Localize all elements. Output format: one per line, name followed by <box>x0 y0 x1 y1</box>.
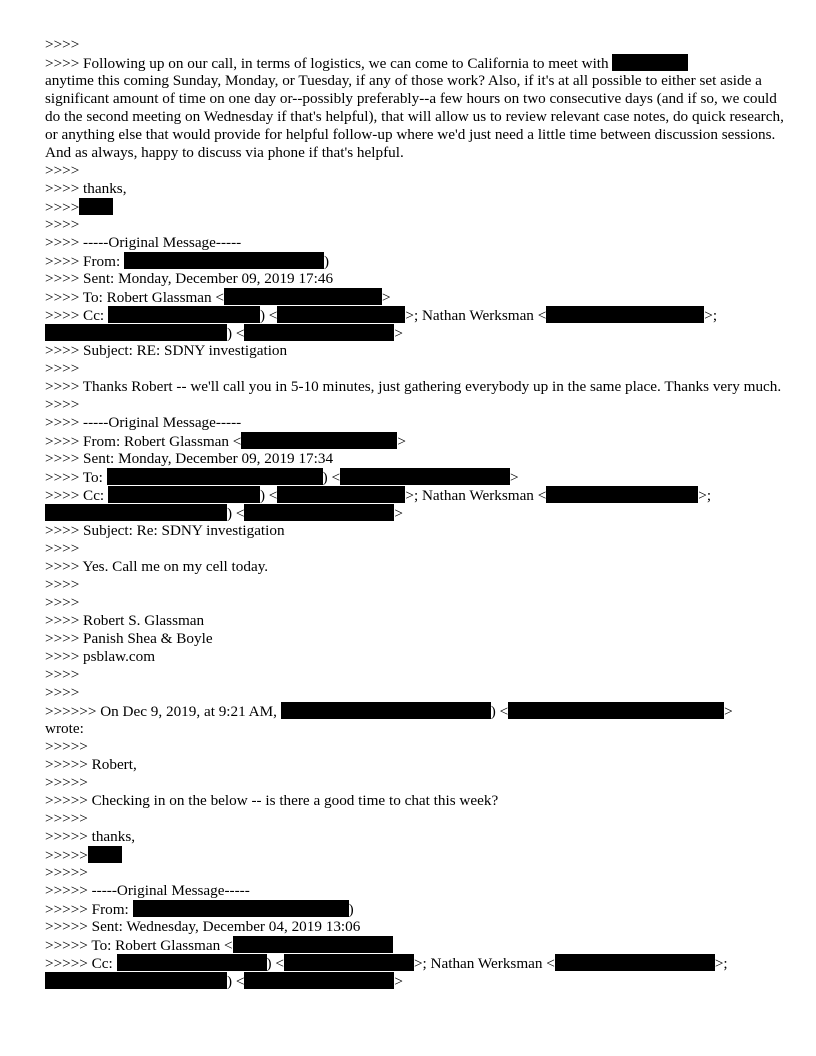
redaction-box <box>546 306 704 323</box>
original-message-header: >>>> -----Original Message----- <box>45 234 242 251</box>
from-line: >>>> From: Robert Glassman < > <box>45 433 406 450</box>
on-date-wrote-line: >>>>>> On Dec 9, 2019, at 9:21 AM, ) < > <box>45 703 733 720</box>
message-body: >>>> Yes. Call me on my cell today. <box>45 558 269 575</box>
quote-line: >>>> <box>45 36 80 53</box>
redaction-box <box>108 306 260 323</box>
redaction-box <box>79 198 113 215</box>
quote-line: >>>> <box>45 360 80 377</box>
followup-first-line: >>>> Following up on our call, in terms of logistics, we can come to California to meet with <box>45 54 790 72</box>
redaction-box <box>124 252 324 269</box>
thanks-line: >>>>> thanks, <box>45 828 136 845</box>
redaction-box <box>45 324 227 341</box>
email-thread <box>45 36 790 990</box>
cc-line: >>>>> Cc: ) < >; Nathan Werksman < >; <box>45 955 728 972</box>
to-line: >>>> To: ) < > <box>45 469 519 486</box>
quote-line: >>>>> <box>45 864 88 881</box>
sent-line: >>>> Sent: Monday, December 09, 2019 17:34 <box>45 450 334 467</box>
redaction-box <box>277 486 405 503</box>
subject-line: >>>> Subject: Re: SDNY investigation <box>45 522 285 539</box>
redaction-box <box>284 954 414 971</box>
original-message-header: >>>>> -----Original Message----- <box>45 882 250 899</box>
quote-line: >>>> <box>45 540 80 557</box>
signature-name: >>>> Robert S. Glassman <box>45 612 205 629</box>
to-line: >>>> To: Robert Glassman < > <box>45 289 391 306</box>
cc-continuation: ) < > <box>45 972 790 990</box>
quote-line: >>>> <box>45 396 80 413</box>
redaction-box <box>277 306 405 323</box>
redaction-box <box>555 954 715 971</box>
cc-line: >>>> Cc: ) < >; Nathan Werksman < >; <box>45 487 712 504</box>
quote-line: >>>> <box>45 162 80 179</box>
message-body: >>>>> Checking in on the below -- is there a good time to chat this week? <box>45 792 499 809</box>
subject-line: >>>> Subject: RE: SDNY investigation <box>45 342 288 359</box>
cc-line: >>>> Cc: ) < >; Nathan Werksman < >; <box>45 307 718 324</box>
redaction-box <box>281 702 491 719</box>
sent-line: >>>> Sent: Monday, December 09, 2019 17:46 <box>45 270 334 287</box>
signature-firm: >>>> Panish Shea & Boyle <box>45 630 213 647</box>
followup-paragraph: anytime this coming Sunday, Monday, or Tuesday, if any of those work? Also, if it's at all possible to either set aside a significant amount of time on one day or--possibly preferably--a few hours on two consecutive days (and if so, we could do the second meeting on Wednesday if that's helpful), that will allow us to review relevant case notes, do quick research, or anything else that would provide for helpful follow-up where we'd just need a little time between discussion sessions. And as always, happy to discuss via phone if that's helpful. <box>45 72 784 161</box>
redaction-box <box>241 432 397 449</box>
redaction-box <box>233 936 393 953</box>
redaction-box <box>45 972 227 989</box>
thanks-line: >>>> thanks, <box>45 180 127 197</box>
quote-line: >>>> <box>45 216 80 233</box>
greeting-line: >>>>> Robert, <box>45 756 137 773</box>
quote-line: >>>>> <box>45 738 88 755</box>
redaction-box <box>546 486 698 503</box>
quote-line: >>>> <box>45 576 80 593</box>
message-body: >>>> Thanks Robert -- we'll call you in 5-10 minutes, just gathering everybody up in the same place. Thanks very much. <box>45 378 782 395</box>
redaction-box <box>45 504 227 521</box>
original-message-header: >>>> -----Original Message----- <box>45 414 242 431</box>
from-line: >>>>> From: ) <box>45 901 354 918</box>
signature-site: >>>> psblaw.com <box>45 648 156 665</box>
redaction-box <box>133 900 349 917</box>
signoff-line: >>>>> <box>45 846 790 864</box>
cc-continuation: ) < > <box>45 504 790 522</box>
redaction-box <box>340 468 510 485</box>
quote-line: >>>>> <box>45 774 88 791</box>
redaction-box <box>224 288 382 305</box>
quote-line: >>>>> <box>45 810 88 827</box>
redaction-box <box>107 468 323 485</box>
quote-line: >>>> <box>45 666 80 683</box>
redaction-box <box>612 54 688 71</box>
redaction-box <box>117 954 267 971</box>
quote-line: >>>> <box>45 594 80 611</box>
signoff-line: >>>> <box>45 198 790 216</box>
cc-continuation: ) < > <box>45 324 790 342</box>
redaction-box <box>244 504 394 521</box>
sent-line: >>>>> Sent: Wednesday, December 04, 2019 13:06 <box>45 918 361 935</box>
redaction-box <box>108 486 260 503</box>
redaction-box <box>244 324 394 341</box>
redaction-box <box>88 846 122 863</box>
quote-line: >>>> <box>45 684 80 701</box>
redaction-box <box>508 702 724 719</box>
redaction-box <box>244 972 394 989</box>
to-line: >>>>> To: Robert Glassman < <box>45 936 790 954</box>
wrote-line: wrote: <box>45 720 84 737</box>
from-line: >>>> From: ) <box>45 253 330 270</box>
